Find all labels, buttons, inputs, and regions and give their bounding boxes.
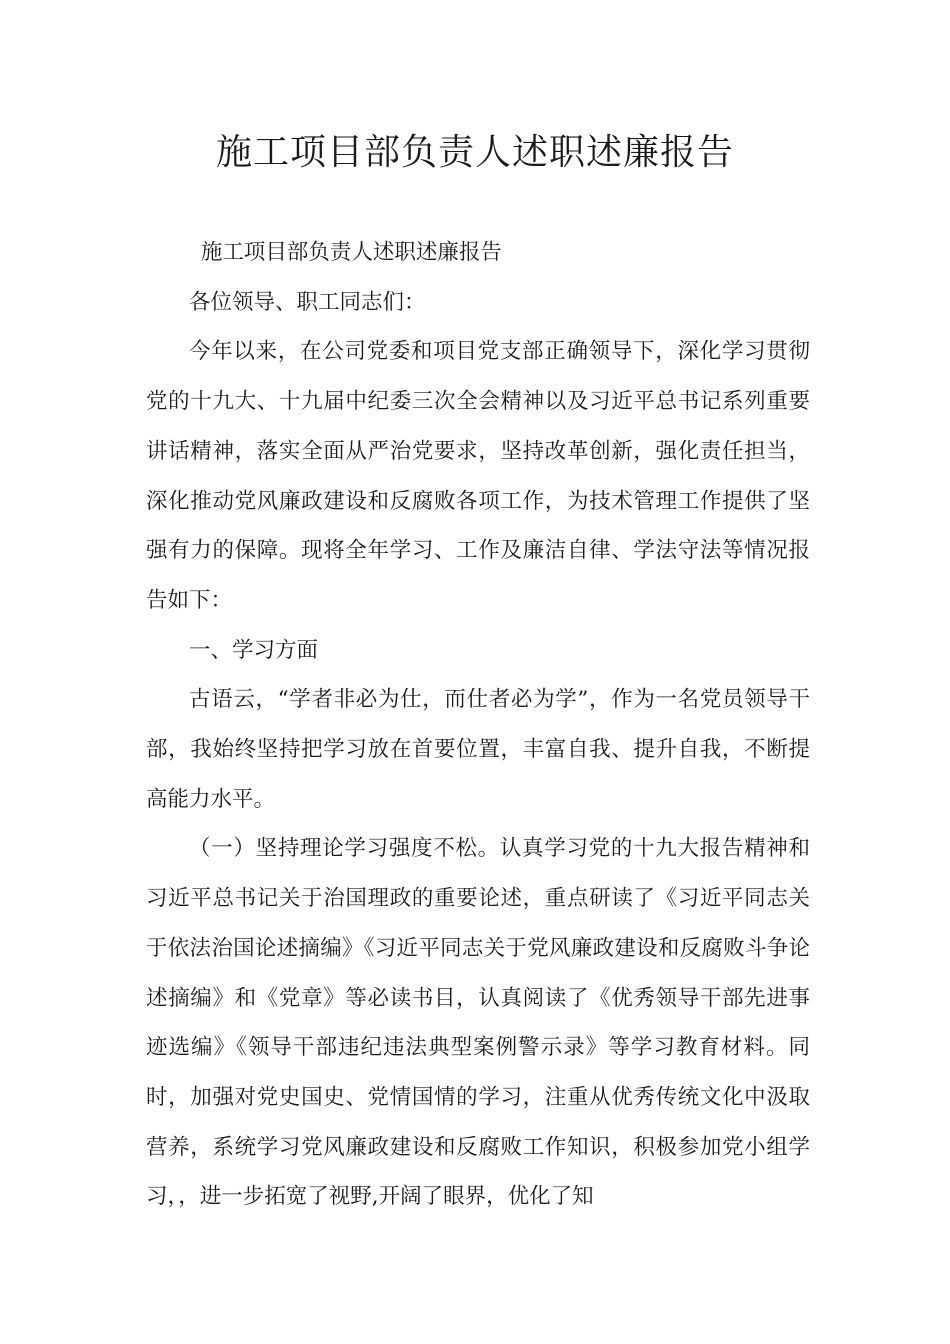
paragraph-study-intro: 古语云，“学者非必为仕，而仕者必为学”，作为一名党员领导干部，我始终坚持把学习放在首要位置，丰富自我、提升自我，不断提高能力水平。 (146, 687, 810, 812)
salutation: 各位领导、职工同志们： (189, 289, 426, 315)
section-heading-study: 一、学习方面 (189, 637, 319, 663)
paragraph-intro: 今年以来，在公司党委和项目党支部正确领导下，深化学习贯彻党的十九大、十九届中纪委三次全会精神以及习近平总书记系列重要讲话精神，落实全面从严治党要求，坚持改革创新，强化责任担当，深化推动党风廉政建设和反腐败各项工作，为技术管理工作提供了坚强有力的保障。现将全年学习、工作及廉洁自律、学法守法等情况报告如下： (146, 339, 810, 613)
document-subtitle: 施工项目部负责人述职述廉报告 (200, 240, 502, 265)
paragraph-theory-study: （一）坚持理论学习强度不松。认真学习党的十九大报告精神和习近平总书记关于治国理政的重要论述，重点研读了《习近平同志关于依法治国论述摘编》《习近平同志关于党风廉政建设和反腐败斗争论述摘编》和《党章》等必读书目，认真阅读了《优秀领导干部先进事迹选编》《领导干部违纪违法典型案例警示录》等学习教育材料。同时，加强对党史国史、党情国情的学习，注重从优秀传统文化中汲取营养，系统学习党风廉政建设和反腐败工作知识，积极参加党小组学习，，进一步拓宽了视野,开阔了眼界，优化了知 (146, 836, 810, 1210)
document-body (146, 228, 810, 1222)
document-title: 施工项目部负责人述职述廉报告 (215, 132, 734, 173)
